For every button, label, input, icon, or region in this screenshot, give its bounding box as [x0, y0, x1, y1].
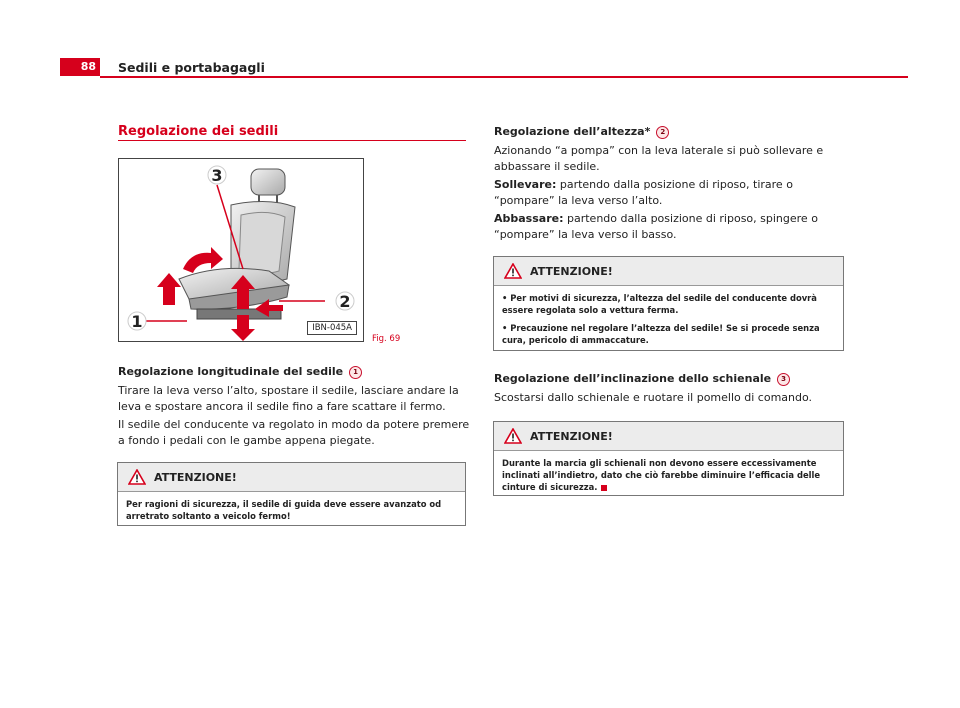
reference-badge: 2 — [656, 126, 669, 139]
warning-triangle-icon — [504, 263, 522, 279]
arrow-up-icon — [157, 273, 181, 305]
header-divider — [100, 76, 908, 78]
section-divider — [118, 140, 466, 141]
warning-text: Per ragioni di sicurezza, il sedile di guida deve essere avanzato od arretrato soltanto a veicolo fermo! — [126, 499, 442, 521]
warning-header — [494, 257, 843, 286]
warning-box-backrest — [493, 421, 844, 496]
warning-body — [494, 286, 843, 352]
height-raise — [494, 177, 846, 209]
warning-header — [118, 463, 465, 492]
backrest-text: Scostarsi dallo schienale e ruotare il pomello di comando. — [494, 391, 813, 404]
figure-code: IBN-045A — [307, 321, 357, 335]
warning-item: • Per motivi di sicurezza, l’altezza del sedile del conducente dovrà essere regolata solo a vettura ferma. — [502, 293, 817, 315]
warning-title: ATTENZIONE! — [530, 265, 613, 278]
height-intro: Azionando “a pompa” con la leva laterale si può sollevare e abbassare il sedile. — [494, 144, 824, 173]
longitudinal-paragraph-1: Tirare la leva verso l’alto, spostare il sedile, lasciare andare la leva e spostare ancora il sedile fino a fare scattare il fermo. — [118, 384, 459, 413]
chapter-title: Sedili e portabagagli — [118, 60, 265, 75]
longitudinal-paragraph-2: Il sedile del conducente va regolato in modo da potere premere a fondo i pedali con le gambe appena piegate. — [118, 418, 470, 447]
lower-text: partendo dalla posizione di riposo, spingere o “pompare” la leva verso il basso. — [494, 212, 818, 241]
callout-1: 1 — [131, 312, 143, 331]
backrest-heading — [494, 372, 790, 386]
section-heading: Regolazione dei sedili — [118, 124, 279, 139]
callout-3: 3 — [211, 166, 223, 185]
warning-box-longitudinal — [117, 462, 466, 526]
warning-text: Durante la marcia gli schienali non devono essere eccessivamente inclinati all’indietro, dato che ciò farebbe diminuire l’efficacia delle cinture di sicurezza. — [502, 458, 821, 492]
longitudinal-heading-text: Regolazione longitudinale del sedile — [118, 365, 344, 378]
warning-body — [494, 451, 843, 499]
raise-label: Sollevare: — [494, 178, 557, 191]
warning-item: • Precauzione nel regolare l’altezza del sedile! Se si procede senza cura, pericolo di ammaccature. — [502, 323, 820, 345]
warning-box-height — [493, 256, 844, 351]
warning-title: ATTENZIONE! — [530, 430, 613, 443]
warning-triangle-icon — [128, 469, 146, 485]
height-heading — [494, 125, 669, 139]
backrest-heading-text: Regolazione dell’inclinazione dello schienale — [494, 372, 772, 385]
figure-label: Fig. 69 — [372, 334, 401, 344]
warning-text-wrap — [502, 457, 835, 493]
height-heading-text: Regolazione dell’altezza* — [494, 125, 651, 138]
reference-badge: 1 — [349, 366, 362, 379]
page-number: 88 — [60, 58, 100, 76]
reference-badge: 3 — [777, 373, 790, 386]
warning-body — [118, 492, 465, 528]
seat-illustration — [118, 158, 364, 342]
callout-2: 2 — [339, 292, 351, 311]
warning-triangle-icon — [504, 428, 522, 444]
seat-drawing — [119, 159, 364, 342]
longitudinal-heading — [118, 365, 362, 379]
warning-header — [494, 422, 843, 451]
height-lower — [494, 211, 846, 243]
end-marker-icon — [601, 485, 607, 491]
lower-label: Abbassare: — [494, 212, 564, 225]
warning-title: ATTENZIONE! — [154, 471, 237, 484]
raise-text: partendo dalla posizione di riposo, tirare o “pompare” la leva verso l’alto. — [494, 178, 793, 207]
